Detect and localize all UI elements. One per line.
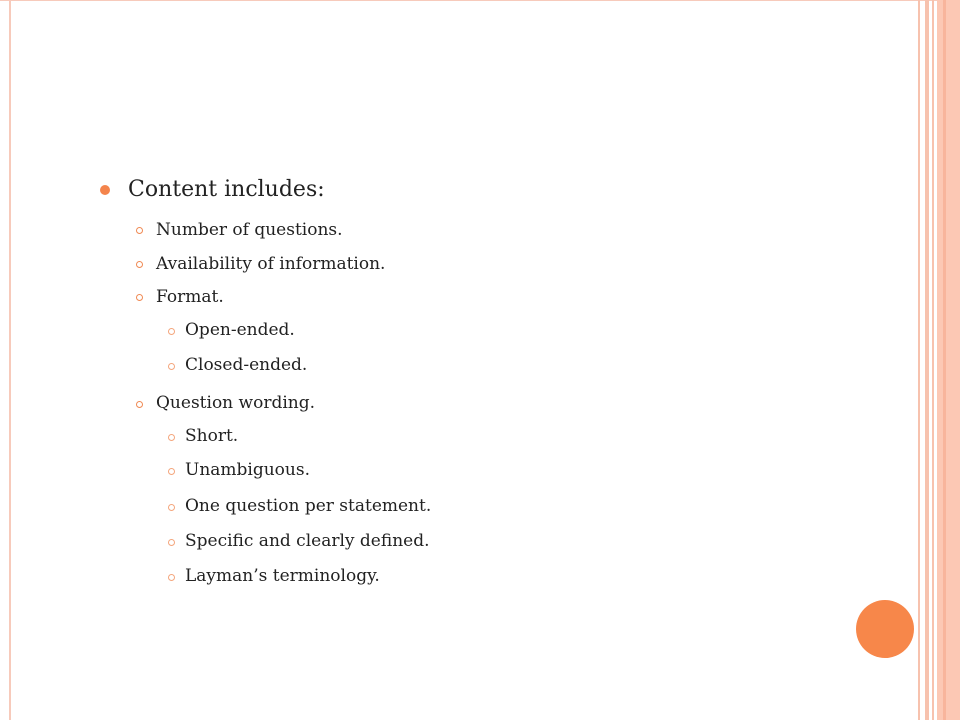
frame-left-line [9,0,11,720]
list-item: Unambiguous. [185,460,310,480]
list-item: Open-ended. [185,320,295,340]
decorative-circle [856,600,914,658]
list-item: Short. [185,426,239,446]
bullet-dot-icon [100,185,110,195]
bullet-ring-icon [168,539,175,546]
frame-stripe [937,0,960,720]
bullet-ring-icon [168,328,175,335]
bullet-ring-icon [136,227,143,234]
frame-stripe [943,0,946,720]
bullet-ring-icon [168,468,175,475]
frame-stripe [925,0,929,720]
list-item: One question per statement. [185,496,432,516]
bullet-ring-icon [136,294,143,301]
frame-stripe [918,0,920,720]
bullet-ring-icon [168,363,175,370]
content-heading: Content includes: [128,177,325,202]
list-item: Format. [156,287,224,307]
bullet-ring-icon [168,434,175,441]
frame-top-line [0,0,960,1]
bullet-ring-icon [136,401,143,408]
list-item: Availability of information. [156,254,386,274]
bullet-ring-icon [168,574,175,581]
list-item: Number of questions. [156,220,343,240]
list-item: Question wording. [156,393,315,413]
list-item: Layman’s terminology. [185,566,380,586]
bullet-ring-icon [136,261,143,268]
list-item: Specific and clearly defined. [185,531,430,551]
bullet-ring-icon [168,504,175,511]
list-item: Closed-ended. [185,355,308,375]
frame-stripe [932,0,934,720]
